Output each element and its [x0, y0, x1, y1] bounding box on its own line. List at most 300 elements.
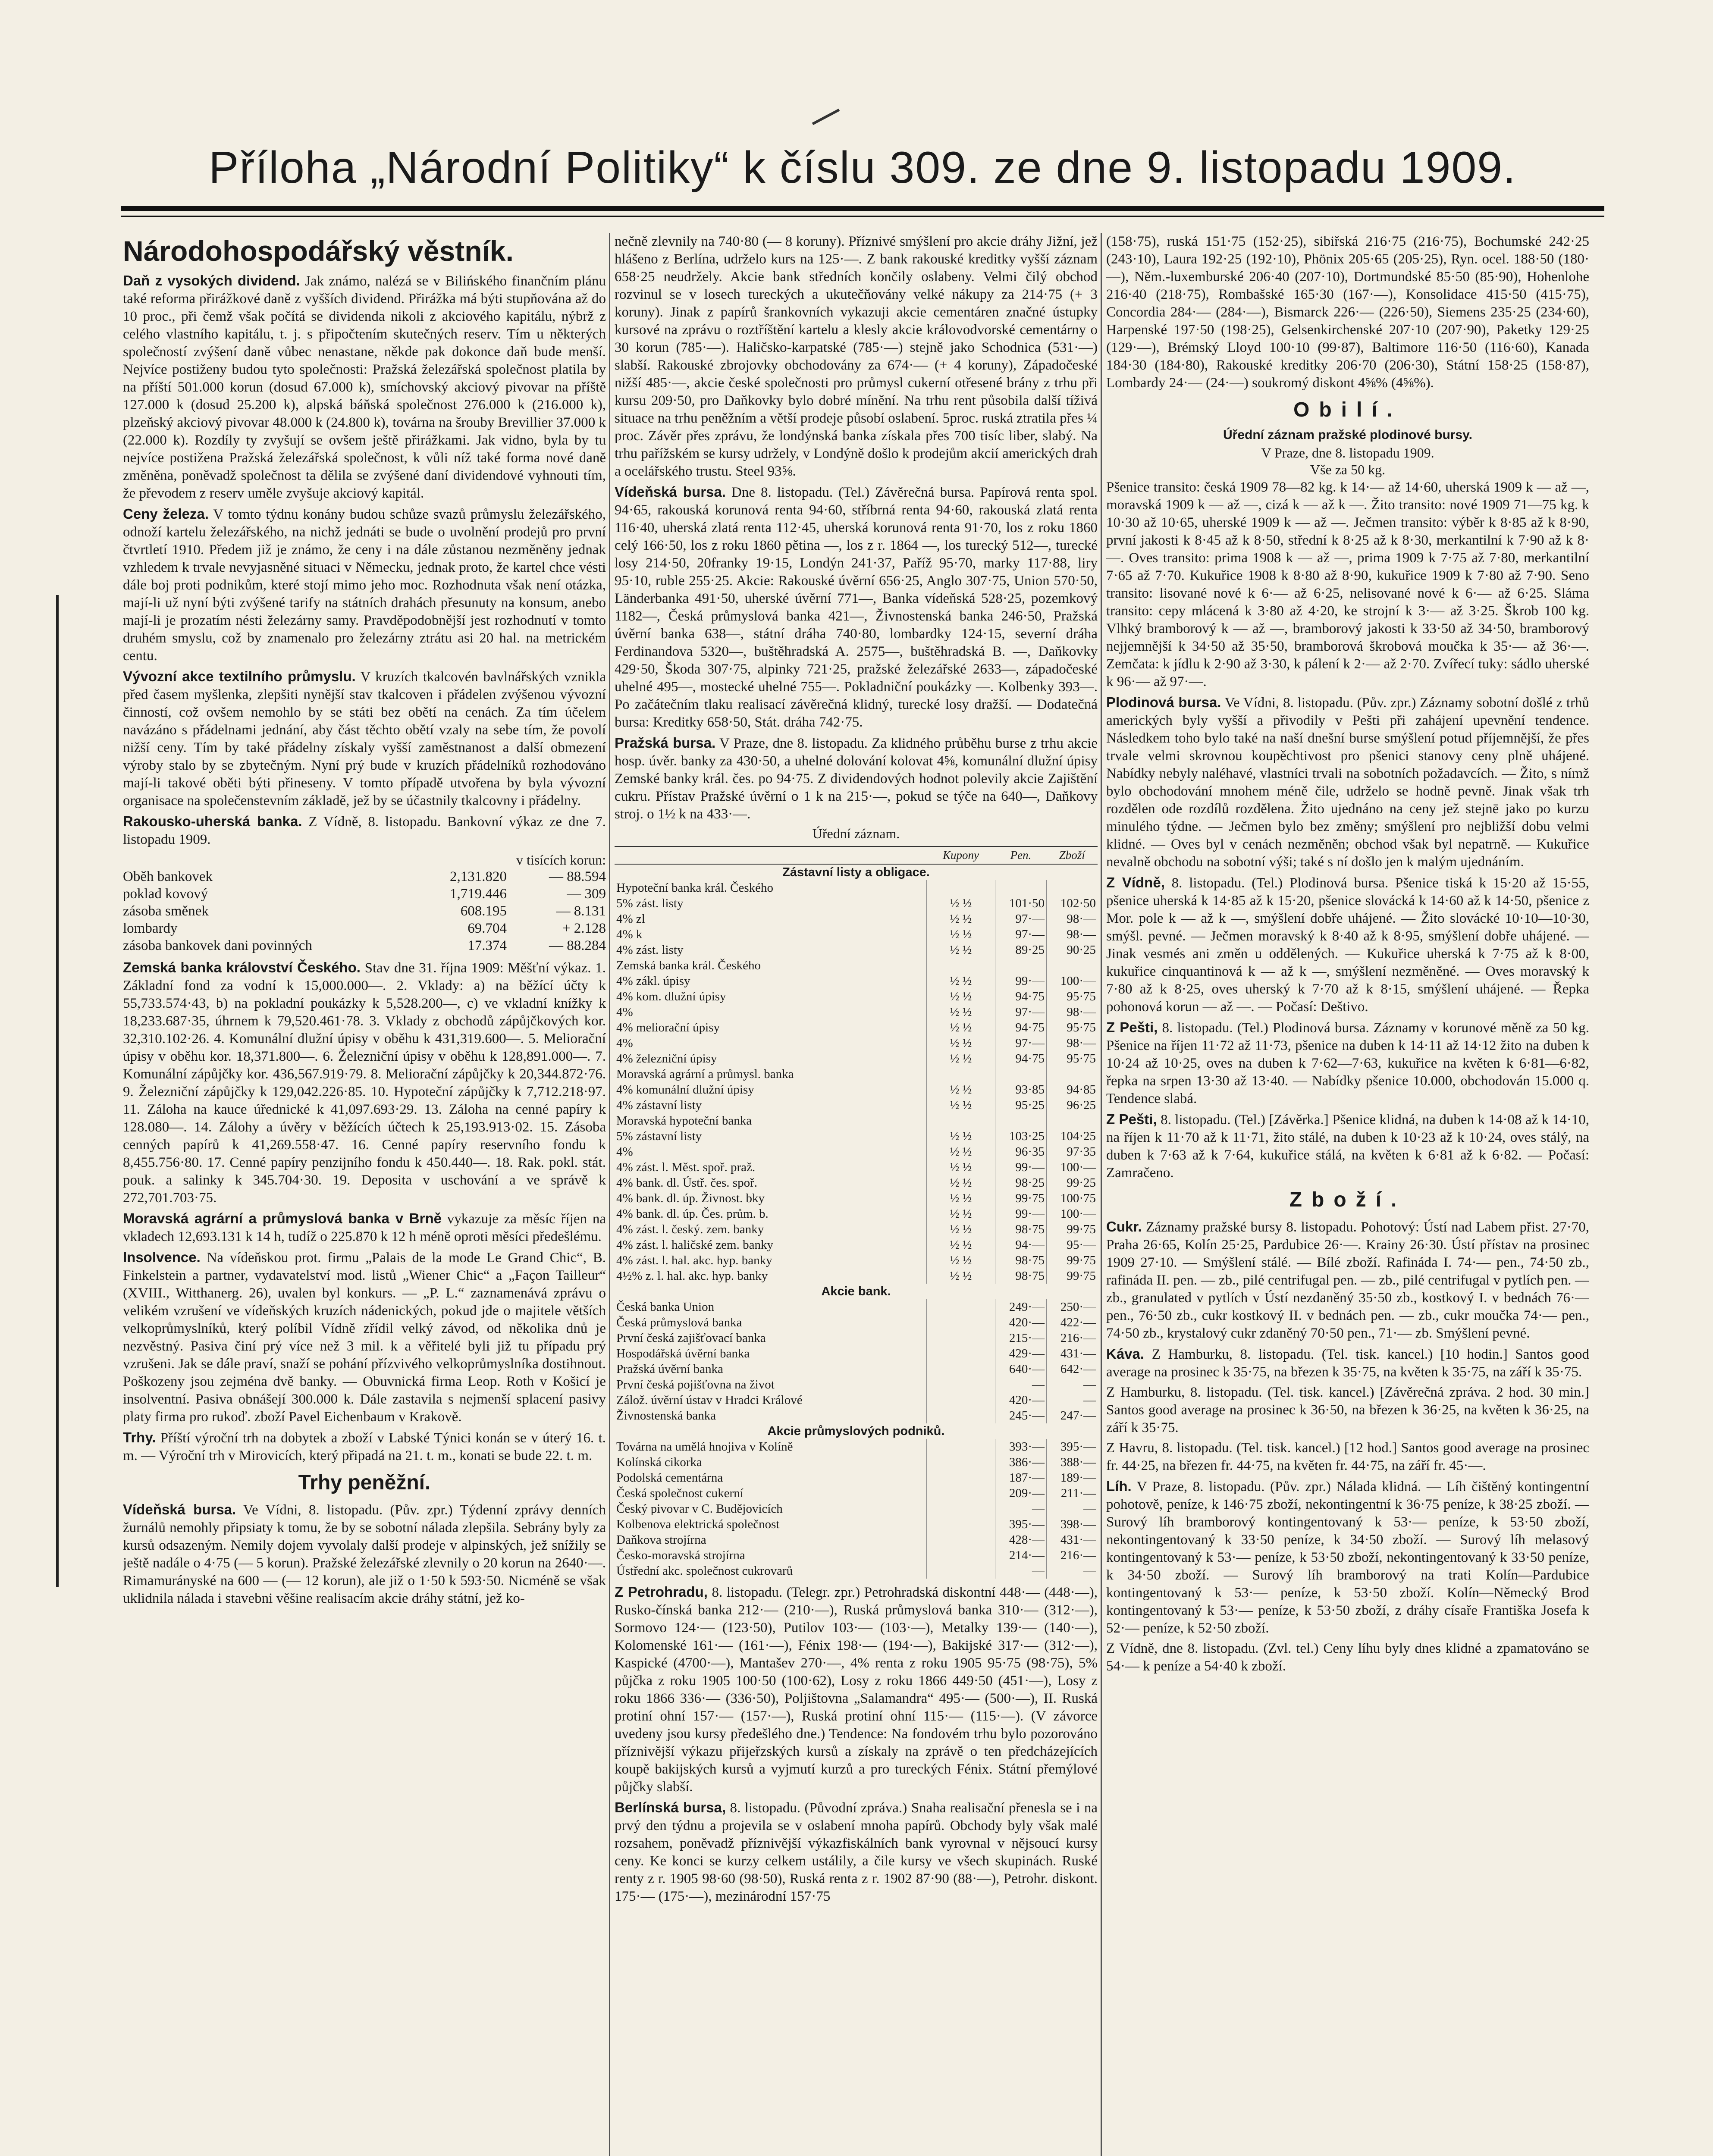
table-row — [615, 973, 1098, 989]
article-text: Z Vídně, dne 8. listopadu. (Zvl. tel.) Ceny líhu byly dnes klidné a zpamatováno se 54·— k peníze a 54·40 k zboží. — [1106, 1641, 1589, 1674]
table-cell-name: 4½% z. l. hal. akc. hyp. banky — [615, 1268, 927, 1284]
corner-mark — [812, 109, 840, 125]
article — [1106, 1384, 1589, 1437]
table-row — [615, 1517, 1098, 1532]
article — [1106, 1218, 1589, 1342]
table-cell-name: 4% — [615, 1035, 927, 1051]
ledger-value: 2,131.820 — [450, 869, 507, 884]
table-cell-name: 4% kom. dlužní úpisy — [615, 989, 927, 1004]
table-cell-name: Česká společnost cukerní — [615, 1485, 927, 1501]
article — [1106, 233, 1589, 392]
article-text: V kruzích tkalcovén bavlnářských vznikla před časem myšlenka, zlepšiti nynější stav tkalcoven i přádelen zvýšenou vývozní činností, což ovšem nemohlo by se státi bez obětí na cenách. Za tím účelem navázáno s přádelnami jednání, aby část těchto obětí vzaly na sebe tím, že povolí nižší ceny. Tím by také přádelny získaly vyšší zaměstnanost a další obmezení výroby stalo by se zbytečným. Nyní prý bude v kruzích přádelníků rozhodováno mají-li takové oběti býti přineseny. V tomto případě utvořena by byla vývozní organisace na společenstevním základě, jež by se účastnily tkalcovny i přádelny. — [123, 669, 606, 808]
table-cell-pen: 640·— — [995, 1361, 1047, 1377]
subheading: Úřední záznam pražské plodinové bursy. — [1223, 428, 1472, 442]
table-header: Zboží — [1047, 846, 1098, 864]
article-text: 8. listopadu. (Tel.) Plodinová bursa. Pšenice tiská k 15·20 až 15·55, pšenice uherská k 14·85 až k 15·20, pšenice slovácká k 14·60 až k 14·50, pšenice z Mor. pole k — až k —, smýšlení dobře uhájené. — Žito slovácké 10·10—10·30, smýšl. pevné. — Ječmen moravský k 8·40 až k 8·95, smýšlení dobře uhájené. — Jinak vesmés ani změn u oddělených. — Kukuřice uherská k 7·75 až k 8·00, kukuřice cinquantinová k — až k —, smýšlení nezměněné. — Oves moravský k 7·80 až k 8·25, oves uherský k 7·70 až k 8·15, smýšlení uhájené. — Řepka pohonová korun — až —. — Počasí: Deštivo. — [1106, 875, 1589, 1015]
table-cell-name: 4% železniční úpisy — [615, 1051, 927, 1066]
table-header — [615, 846, 927, 864]
table-cell-name: 4% zástavní listy — [615, 1097, 927, 1113]
table-cell-pen: 187·— — [995, 1470, 1047, 1485]
article-text: V tomto týdnu konány budou schůze svazů průmyslu železářského, odnoží kartelu železářského, na nichž jednáti se bude o uvolnění prodejů pro první čtvrtletí 1910. Předem již je známo, že ceny i na dále zůstanou nezměněny jednak vzhledem k trvale nevyjasněné situaci v Německu, jednak proto, že kartel chce vésti dále boj proti podnikům, které stojí mimo jeho moc. Rozhodnuta však není otázka, mají-li už nyní býti zvýšené tarify na státních drahách přesunuty na konsum, anebo mají-li je prozatím nésti železárny samy. Pravděpodobnější jest rozhodnutí v tomto druhém smyslu, což by znamenalo pro železárny ztrátu asi 20 hal. na metrickém centu. — [123, 507, 606, 664]
article — [123, 1248, 606, 1426]
table-cell-pen: 245·— — [995, 1408, 1047, 1423]
table-cell-cpn: ½ ½ — [927, 973, 995, 989]
article-text: Ve Vídni, 8. listopadu. (Pův. zpr.) Záznamy sobotní došlé z trhů amerických byly vyšší a přivodily v Pešti při zahájení upevnění tendence. Následkem toho bylo také na naší dnešní burse smýšlení potud příjemnější, že přes trvale velmi skrovnou koupěchtivost pro pšenici stanovy ceny plně uhájené. Nabídky nebyly naléhavé, vlastníci trvali na sobotních požadavcích. — Žito, s nímž bylo obchodování mnohem méně čile, udrželo se hodně pevně. Jinak však trh rozdělen ode rozdílů rozdělena. Žito ujednáno na ceny jež stejnē jako po kurzu minulého týdne. — Ječmen bylo bez změny; smýšlení pro nejbližší dobu velmi klidné. — Oves byl v cenách nezměněn; obchod však byl nepatrně. — Kukuřice nevalně obchodu na sobotní výši; také s ní došlo jen k malým ujednáním. — [1106, 695, 1589, 870]
header-rule-thick — [121, 206, 1604, 211]
table-cell-cpn — [927, 1485, 995, 1501]
table-cell-cpn: ½ ½ — [927, 1206, 995, 1222]
article-head: Káva. — [1106, 1346, 1145, 1362]
table-cell-zb: — — [1083, 1378, 1096, 1391]
table-row — [615, 1361, 1098, 1377]
table-cell-cpn — [927, 1066, 995, 1082]
ledger-value: 1,719.446 — [450, 886, 507, 902]
table-cell-pen: — — [995, 1501, 1047, 1517]
table-group-row — [615, 864, 1098, 880]
table-cell-cpn: ½ ½ — [927, 1128, 995, 1144]
table-cell-pen — [995, 1066, 1047, 1082]
table-row — [615, 1097, 1098, 1113]
article — [123, 1501, 606, 1608]
article-head: Vývozní akce textilního průmyslu. — [123, 668, 356, 684]
table-cell-pen: 215·— — [995, 1330, 1047, 1346]
article — [1106, 1110, 1589, 1182]
article — [1106, 1439, 1589, 1475]
table-row — [615, 1175, 1098, 1191]
table-cell-cpn — [927, 1346, 995, 1361]
table-cell-cpn: ½ ½ — [927, 1035, 995, 1051]
table-row — [615, 1268, 1098, 1284]
table-cell-pen: 94·75 — [995, 989, 1047, 1004]
table-cell-name: 5% zást. listy — [615, 896, 927, 911]
table-cell-cpn — [927, 1454, 995, 1470]
article-text: 8. listopadu. (Tel.) [Závěrka.] Pšenice klidná, na duben k 14·08 až k 14·10, na říjen k 11·70 až k 11·71, žito stálé, na duben k 10·23 až k 10·24, oves stálý, na duben k 7·63 až k 7·64, kukuřice stálá, na květen k 6·81 až k 6·82. — Počasí: Zamračeno. — [1106, 1112, 1589, 1181]
table-cell-cpn — [927, 1517, 995, 1532]
table-cell-pen: 89·25 — [995, 942, 1047, 958]
article-text: V Praze, dne 8. listopadu. Za klidného průběhu burse z trhu akcie hosp. úvěr. banky za 430·50, a uhelné dolování kolovat 4⅝, komunální dlužní úpisy Zemské banky král. čes. po 94·75. Z dividendových hodnot polevily akcie Zajištění cukru. Přístav Pražské úvěrní o 1 k na 215·—, pokud se týče na 640—, Daňkovy stroj. o 1½ k na 433·—. — [615, 736, 1098, 822]
ledger-value: 69.704 — [467, 921, 507, 936]
table-row — [615, 1222, 1098, 1237]
table-cell-zb: 100·— — [1060, 974, 1096, 988]
article — [615, 233, 1098, 480]
article-head: Rakousko-uherská banka. — [123, 813, 302, 829]
binding-edge — [56, 595, 59, 1587]
table-cell-name: 4% zást. l. český. zem. banky — [615, 1222, 927, 1237]
article-text: 8. listopadu. (Tel.) Plodinová bursa. Záznamy v korunové měně za 50 kg. Pšenice na říjen 11·72 až 11·73, pšenice na duben k 14·11 až 14·12 žito na duben k 10·24 až 10·25, oves na duben k 7·62—7·63, kukuřice na květen k 6·81—6·82, řepka na srpen 13·30 až 13·40. — Nabídky pšenice 10.000, obchodován 15.000 q. Tendence slabá. — [1106, 1020, 1589, 1106]
table-cell-name: 4% — [615, 1144, 927, 1159]
table-cell-cpn — [927, 1548, 995, 1563]
article — [1106, 1640, 1589, 1675]
table-cell-zb: 100·— — [1060, 1160, 1096, 1174]
table-cell-cpn: ½ ½ — [927, 1253, 995, 1268]
article — [615, 734, 1098, 823]
table-cell-pen: 429·— — [995, 1346, 1047, 1361]
article-head: Vídeňská bursa. — [615, 484, 726, 500]
table-row — [615, 1408, 1098, 1423]
table-cell-pen: 98·75 — [995, 1253, 1047, 1268]
table-row — [615, 880, 1098, 896]
ledger-delta: — 309 — [567, 886, 606, 902]
table-cell-cpn: ½ ½ — [927, 1222, 995, 1237]
table-header: Kupony — [927, 846, 995, 864]
table-row — [615, 1330, 1098, 1346]
ledger-row — [123, 920, 606, 937]
ledger-label: zásoba směnek — [123, 903, 209, 919]
table-cell-cpn: ½ ½ — [927, 1268, 995, 1284]
article — [123, 505, 606, 665]
table-cell-zb: 100·— — [1060, 1207, 1096, 1221]
table-cell-cpn: ½ ½ — [927, 1082, 995, 1097]
article — [1106, 1477, 1589, 1637]
ledger-row — [123, 868, 606, 885]
table-cell-name: 4% meliorační úpisy — [615, 1020, 927, 1035]
page-header: Příloha „Národní Politiky“ k číslu 309. ze dne 9. listopadu 1909. — [208, 143, 1517, 193]
table-cell-cpn — [927, 1315, 995, 1330]
article-text: Jak známo, nalézá se v Bilińského finančním plánu také reforma přirážkové daně z vyšších dividend. Přirážka má býti stupňována až do 10 proc., při čemž však počítá se dividenda nikoli z akciového kapitálu, nýbrž z celého vlastního kapitálu, t. j. s připočtením skutečných reserv. Tím u některých společností zvýšení daně vůbec nenastane, někde pak dokonce daň bude menší. Nejvíce postiženy budou tyto společnosti: Pražská železářská společnost platila by na příští 501.000 korun (dosud 67.000 k), smíchovský akciový pivovar na příště 127.000 k (dosud 25.200 k), alpská báňská společnost 276.000 k (216.000 k), plzeňský akciový pivovar 48.000 k (24.800 k), továrna na šrouby Brevillier 37.000 k (22.000 k). Rozdíly ty zvyšují se ovšem ještě přirážkami. Jak vidno, byla by tu nejvíce postižena Pražská železářská společnost, k vůli níž také forma nové daně změněna, poněvadž společnost ta dělila se zvýšené daní dividendové vyhnouti tím, že převodem z reserv uměle zvyšuje akciový kapitál. — [123, 273, 606, 501]
table-row — [615, 1004, 1098, 1020]
table-cell-zb: 431·— — [1060, 1533, 1096, 1547]
table-cell-cpn — [927, 958, 995, 973]
column-divider — [609, 233, 610, 2156]
ledger-row — [123, 937, 606, 954]
table-cell-pen: 101·50 — [995, 896, 1047, 911]
table-cell-name: Hospodářská úvěrní banka — [615, 1346, 927, 1361]
ledger-delta: + 2.128 — [562, 921, 606, 936]
table-cell-zb: 431·— — [1060, 1347, 1096, 1360]
table-row — [615, 1548, 1098, 1563]
table-cell-pen: 393·— — [995, 1439, 1047, 1454]
table-cell-name: 4% — [615, 1004, 927, 1020]
table-cell-pen: 428·— — [995, 1532, 1047, 1548]
official-record-label: Úřední záznam. — [812, 826, 900, 841]
table-cell-zb — [1047, 880, 1098, 896]
article-head: Berlínská bursa, — [615, 1799, 726, 1815]
article-text: Pšenice transito: česká 1909 78—82 kg. k 14·— až 14·60, uherská 1909 k — až —, moravská 1909 k — až —, cizá k — až k —. Žito transito: nové 1909 71—75 kg. k 10·30 až 10·65, uherské 1909 k — až —. Ječmen transito: výběr k 8·85 až k 8·90, první jakosti k 8·45 až k 8·50, střední k 8·25 až k 8·30, merkantilní k 7·90 až k 8·—. Oves transito: prima 1908 k — až —, prima 1909 k 7·75 až 7·80, merkantilní 7·65 až 7·70. Kukuřice 1908 k 8·80 až 8·90, kukuřice 1909 k 7·80 až 7·90. Seno transito: lisované nové k 6·— až 6·25, nelisované nové k 6·— až 6·25. Sláma transito: cepy mlácená k 3·80 až 4·20, ke strojní k 3·— až 3·25. Škrob 100 kg. Vlhký bramborový k — až —, bramborový jakosti k 33·50 až 34·50, bramborový nejjemnější k 34·50 až 35·50, bramborová škrobová moučka k 35·— až 36·—. Zemčata: k jídlu k 2·90 až 3·30, k pálení k 2·— až 2·70. Zvířecí tuky: sádlo uherské k 96·— až 97·—. — [1106, 479, 1589, 689]
table-cell-zb: 96·25 — [1067, 1098, 1096, 1112]
column-2 — [615, 233, 1098, 2156]
table-cell-zb: 104·25 — [1060, 1129, 1096, 1143]
table-cell-zb — [1047, 1066, 1098, 1082]
article-head: Moravská agrární a průmyslová banka v Brně — [123, 1210, 442, 1226]
table-cell-pen: 103·25 — [995, 1128, 1047, 1144]
table-row — [615, 989, 1098, 1004]
ledger-row — [123, 903, 606, 920]
article-head: Vídeňská bursa. — [123, 1501, 236, 1517]
article-text: Příští výroční trh na dobytek a zboží v Labské Týnici konán se v úterý 16. t. m. — Výroční trh v Mirovicích, který připadá na 21. t. m., konati se bude 22. t. m. — [123, 1430, 606, 1463]
table-cell-cpn — [927, 1299, 995, 1315]
table-row — [615, 1082, 1098, 1097]
article-text: Z Havru, 8. listopadu. (Tel. tisk. kancel.) [12 hod.] Santos good average na prosinec fr. 44·25, na březen fr. 44·75, na květen fr. 44·75, na září fr. 45·—. — [1106, 1440, 1589, 1473]
table-cell-zb: 94·85 — [1067, 1083, 1096, 1097]
table-cell-zb: 98·— — [1067, 912, 1096, 926]
article-text: Z Vídně, 8. listopadu. Bankovní výkaz ze dne 7. listopadu 1909. — [123, 814, 606, 847]
table-group-row — [615, 1284, 1098, 1299]
article-text: 8. listopadu. (Telegr. zpr.) Petrohradská diskontní 448·— (448·—), Rusko-čínská banka 212·— (210·—), Ruská průmyslová banka 310·— (312·—), Sormovo 124·— (123·50), Putilov 103·— (103·—), Metalky 139·— (140·—), Kolomenské 161·— (161·—), Fénix 198·— (194·—), Bakijské 317·— (312·—), Kaspické (4700·—), Mantašev 270·—, 4% renta z roku 1905 95·75 (98·75), 5% půjčka z roku 1905 100·50 (100·62), Losy z roku 1866 449·50 (451·—), Losy z roku 1866 336·— (336·50), Poljištovna „Salamandra“ 495·— (500·—), II. Ruská protiní ohní 157·— (157·—), Ruská protiní ohní 115·— (115·—). (V závorce uvedeny jsou kursy předešlého dne.) Tendence: Na fondovém trhu bylo pozorováno příznivější výkazu přijeřzských kursů a získaly na zprávě o ten předcházejících koupě bakijských kursů a vyjmutí kurzů a pro tureckých Fénix. Státní přemýlové půjčky slabší. — [615, 1585, 1098, 1795]
table-cell-cpn: ½ ½ — [927, 1097, 995, 1113]
table-row — [615, 1191, 1098, 1206]
table-cell-name: Živnostenská banka — [615, 1408, 927, 1423]
table-cell-cpn: ½ ½ — [927, 1004, 995, 1020]
table-row — [615, 1206, 1098, 1222]
article — [123, 667, 606, 810]
table-cell-cpn: ½ ½ — [927, 896, 995, 911]
table-cell-cpn: ½ ½ — [927, 989, 995, 1004]
table-cell-cpn — [927, 1563, 995, 1579]
column-1 — [123, 233, 606, 2156]
article-head: Z Pešti, — [1106, 1111, 1157, 1127]
table-cell-name: 4% bank. dl. Ústř. čes. spoř. — [615, 1175, 927, 1191]
table-cell-cpn — [927, 880, 995, 896]
table-cell-name: Zemská banka král. Českého — [615, 958, 927, 973]
table-cell-pen: 97·— — [995, 1035, 1047, 1051]
table-cell-zb: 95·— — [1067, 1238, 1096, 1252]
article — [123, 812, 606, 849]
table-cell-name: 4% bank. dl. úp. Čes. prům. b. — [615, 1206, 927, 1222]
table-cell-pen: 99·— — [995, 973, 1047, 989]
table-cell-pen: 99·75 — [995, 1191, 1047, 1206]
article-text: 8. listopadu. (Původní zpráva.) Snaha realisační přenesla se i na prvý den týdnu a projevila se v oslabení mnoha papírů. Obchody byly však malé rozsahem, poněvadž příznivější výkazfiskálních bank vyrovnal v nějsoucí kursy ceny. Ke konci se kurzy celkem ustálily, a čile kursy ve všech skupinách. Ruské renty z r. 1905 98·60 (98·50), Ruská renta z r. 1902 87·90 (88·—), Petrohr. diskont. 175·— (175·—), mezinárodní 157·75 — [615, 1800, 1098, 1904]
table-cell-pen: 209·— — [995, 1485, 1047, 1501]
section-heading: Obilí. — [1293, 398, 1402, 421]
table-cell-zb: — — [1083, 1564, 1096, 1578]
table-cell-pen: 94·— — [995, 1237, 1047, 1253]
table-cell-zb: 642·— — [1060, 1362, 1096, 1376]
article-head: Plodinová bursa. — [1106, 694, 1221, 710]
column-divider — [1101, 233, 1102, 2156]
table-cell-name: Český pivovar v C. Budějovicích — [615, 1501, 927, 1517]
table-cell-cpn: ½ ½ — [927, 927, 995, 942]
table-cell-name: 4% zl — [615, 911, 927, 927]
table-cell-zb: 95·75 — [1067, 1052, 1096, 1065]
table-cell-name: Pražská úvěrní banka — [615, 1361, 927, 1377]
table-row — [615, 1113, 1098, 1128]
article-text: Stav dne 31. října 1909: Měšťní výkaz. 1. Základní fond za vodní k 15,000.000—. 2. Vklady: a) na běžící účty k 55,733.574·43, b) na pokladní poukázky k 5,528.200—, c) ve vkladní knížky k 18,233.687·35, úhrnem k 79,520.461·78. 3. Vklady z obchodů zápůjčkových kor. 32,310.102·26. 4. Komunální dlužní úpisy v oběhu k 431,319.600—. 5. Meliorační úpisy v oběhu kor. 18,371.800—. 6. Železniční úpisy v oběhu k 128,891.000—. 7. Komunální zápůjčky kor. 436,567.919·79. 8. Meliorační zápůjčky k 20,344.872·76. 9. Železniční zápůjčky k 129,042.226·85. 10. Hypoteční zápůjčky k 7,712.218·97. 11. Záloha na kauce úřednické k 41,097.693·29. 13. Záloha na cenné papíry k 128.080—. 14. Zálohy a úvěry v běžících účtech k 25,193.913·02. 15. Zásoba cenných papírů k 41,269.558·47. 16. Cenné papíry reservního fondu k 8,455.756·80. 17. Cenné papíry penzijního fondu k 450.440—. 18. Rak. pokl. stát. pouk. a salinky k 345.704·30. 19. Deposita v uschování a ve správě k 272,701.703·75. — [123, 960, 606, 1206]
table-cell-zb: 98·— — [1067, 1005, 1096, 1019]
table-row — [615, 1237, 1098, 1253]
table-cell-name: 4% zást. l. hal. akc. hyp. banky — [615, 1253, 927, 1268]
table-cell-zb: 97·35 — [1067, 1145, 1096, 1159]
table-cell-pen: 99·— — [995, 1206, 1047, 1222]
table-group-title: Akcie průmyslových podniků. — [767, 1424, 945, 1438]
article-head: Z Pešti, — [1106, 1019, 1158, 1035]
table-cell-name: Kolínská cikorka — [615, 1454, 927, 1470]
table-cell-cpn — [927, 1330, 995, 1346]
table-cell-name: 4% zást. l. haličské zem. banky — [615, 1237, 927, 1253]
table-row — [615, 1439, 1098, 1454]
table-cell-pen: 99·— — [995, 1159, 1047, 1175]
table-cell-zb: 211·— — [1060, 1486, 1096, 1500]
table-cell-name: První česká zajišťovací banka — [615, 1330, 927, 1346]
table-row — [615, 1454, 1098, 1470]
table-cell-zb: 99·25 — [1067, 1176, 1096, 1190]
table-cell-pen — [995, 1113, 1047, 1128]
table-cell-zb — [1047, 1113, 1098, 1128]
table-cell-zb: 99·75 — [1067, 1222, 1096, 1236]
bank-statement — [123, 852, 606, 954]
table-cell-cpn: ½ ½ — [927, 1051, 995, 1066]
article — [123, 959, 606, 1207]
table-row — [615, 958, 1098, 973]
ledger-value: 608.195 — [460, 903, 507, 919]
table-row — [615, 1066, 1098, 1082]
table-cell-pen: 420·— — [995, 1315, 1047, 1330]
table-cell-cpn — [927, 1377, 995, 1392]
table-cell-cpn: ½ ½ — [927, 1191, 995, 1206]
table-cell-name: Daňkova strojírna — [615, 1532, 927, 1548]
article — [1106, 1018, 1589, 1108]
table-cell-name: Podolská cementárna — [615, 1470, 927, 1485]
ledger-label: poklad kovový — [123, 886, 208, 902]
table-row — [615, 942, 1098, 958]
article-text: nečně zlevnily na 740·80 (— 8 koruny). Příznivé smýšlení pro akcie dráhy Jižní, jež hlášeno z Berlína, udrželo kurs na 125·—. Z bank rakouské kreditky vyšší záznam 658·25 neudržely. Akcie bank středních končily oslabeny. Velmi čilý obchod rozvinul se v losech tureckých a ukutečňovány velké nákupy za 214·75 (+ 3 koruny). Jinak z papírů šrankovních vykazuji akcie cementáren značné ústupky kursové na zprávu o roztříštění kartelu a klesly akcie královodvorské cementárny o 30 korun (785·—). Haličsko-karpatské (785·—) stejně jako Schodnica (531·—) slabší. Rakouské zbrojovky obchodovány za 674·— (+ 4 koruny), Západočeské nižší 485·—, akcie české společnosti pro průmysl cukerní otřesené brány z trhu při kursu 209·50, pro Daňkovky bylo dobré mínění. Na trhu rent působila další tíživá situace na trhu peněžním a větší prodeje působí oslabení. 5proc. ruská ztratila přes ¼ proc. Závěr přes zprávu, že londýnská banka získala přes 700 tisíc liber, slabý. Na trhu pařížském se kursy udržely, v Londýně došlo k prodejům akcií amerických drah a ocelářského trustu. Steel 93⅝. — [615, 234, 1098, 479]
ledger-delta: — 8.131 — [556, 903, 606, 919]
table-cell-pen: 94·75 — [995, 1051, 1047, 1066]
table-group-title: Zástavní listy a obligace. — [782, 865, 930, 879]
table-row — [615, 1563, 1098, 1579]
table-row — [615, 1128, 1098, 1144]
article — [1106, 874, 1589, 1016]
table-cell-zb: — — [1083, 1502, 1096, 1516]
article-head: Z Petrohradu, — [615, 1584, 708, 1600]
table-row — [615, 1020, 1098, 1035]
table-cell-cpn — [927, 1532, 995, 1548]
column-3 — [1106, 233, 1589, 2156]
article-text: Na vídeňskou prot. firmu „Palais de la mode Le Grand Chic“, B. Finkelstein a partner, vydavatelství mod. listů „Wiener Chic“ a „Façon Tailleur“ (XVIII., Witthanerg. 26), uvalen byl konkurs. — „P. L.“ zaznamenává zprávu o velikém vzrušení ve vídeňských kruzích nádenických, pokud jde o majitele větších velkoprůmyslníků, který políbil Vídně zřídil velký závod, od několika dnů je nezvěstný. Pasiva činí prý více než 3 mil. k a věřitelé byli již tu případu prý vzrušeni. Jak se dále praví, snaží se pohání přízvivého velkoprůmyslníka dostihnout. Poškozeny jsou zejména dvě banky. — Obuvnická firma Leop. Roth v Košicí je insolventní. Pasiva obnášejí 300.000 k. Dále zastavila s nejmenší splacení pasivy platy firma pro rukoď. zboží Pavel Eichenbaum v Krakově. — [123, 1250, 606, 1425]
table-cell-zb: 216·— — [1060, 1331, 1096, 1345]
article-head: Trhy. — [123, 1429, 156, 1445]
table-row — [615, 1470, 1098, 1485]
table-cell-name: Česká banka Union — [615, 1299, 927, 1315]
table-cell-pen: 214·— — [995, 1548, 1047, 1563]
article-text: Dne 8. listopadu. (Tel.) Závěrečná bursa. Papírová renta spol. 94·65, rakouská korunová renta 94·60, stříbrná renta 94·60, rakouská zlatá renta 116·40, uherská zlatá renta 112·45, uherská korunová renta 91·70, los z roku 1860 celý 166·50, los z roku 1860 pětina —, los z r. 1864 —, los turecký 512—, turecké losy 214·50, 20franky 19·15, Londýn 241·37, Paříž 95·70, marky 117·88, liry 95·10, ruble 255·25. Akcie: Rakouské úvěrní 656·25, Anglo 307·75, Union 570·50, Länderbanka 491·50, uherské úvěrní 771—, Banka vídeňská 528·25, pozemkový 1182—, Česká průmyslová banka 421—, Živnostenská banka 246·50, Pražská úvěrní banka 638—, státní dráha 740·80, lombardky 124·15, severní dráha Ferdinandova 5320—, buštěhradská A. 2575—, buštěhradská B. —, Daňkovky 429·50, Škoda 307·75, alpinky 721·25, pražské železářské 2633—, západočeské uhelné 495—, mostecké uhelné 755—. Pokladniční poukázky —. Kolbenky 393—. Po začátečním tlaku realisací závěrečná klidný, turecké losy dražší. — Dodatečná bursa: Kreditky 658·50, Stát. dráha 742·75. — [615, 485, 1098, 730]
table-cell-name: 5% zástavní listy — [615, 1128, 927, 1144]
ledger-label: lombardy — [123, 921, 178, 936]
table-cell-zb: 395·— — [1060, 1440, 1096, 1454]
table-cell-name: 4% bank. dl. úp. Živnost. bky — [615, 1191, 927, 1206]
dateline: V Praze, dne 8. listopadu 1909. — [1261, 445, 1434, 461]
table-cell-cpn — [927, 1113, 995, 1128]
table-cell-cpn — [927, 1361, 995, 1377]
table-cell-cpn: ½ ½ — [927, 1020, 995, 1035]
article-head: Líh. — [1106, 1478, 1132, 1494]
article — [1106, 693, 1589, 871]
table-cell-zb: 216·— — [1060, 1548, 1096, 1562]
table-cell-zb: 247·— — [1060, 1409, 1096, 1423]
article-head: Insolvence. — [123, 1249, 201, 1265]
table-cell-zb — [1047, 958, 1098, 973]
article — [615, 483, 1098, 731]
table-cell-name: Moravská hypoteční banka — [615, 1113, 927, 1128]
article-head: Pražská bursa. — [615, 735, 716, 751]
section-heading: Zboží. — [1289, 1188, 1406, 1211]
table-row — [615, 1051, 1098, 1066]
table-cell-zb: 189·— — [1060, 1471, 1096, 1485]
table-cell-zb: 95·75 — [1067, 1021, 1096, 1034]
table-cell-zb: 102·50 — [1060, 896, 1096, 910]
table-header: Pen. — [995, 846, 1047, 864]
table-cell-pen: 420·— — [995, 1392, 1047, 1408]
table-row — [615, 1144, 1098, 1159]
table-cell-zb: 250·— — [1060, 1300, 1096, 1314]
article-text: Z Hamburku, 8. listopadu. (Tel. tisk. kancel.) [Závěrečná zpráva. 2 hod. 30 min.] Santos good average na prosinec k 36·50, na březen k 36·25, na květen k 36·25, na září k 35·75. — [1106, 1385, 1589, 1435]
table-cell-pen: 93·85 — [995, 1082, 1047, 1097]
article-head: Z Vídně, — [1106, 874, 1165, 890]
section-title: Národohospodářský věstník. — [123, 235, 514, 267]
table-row — [615, 896, 1098, 911]
article-text: (158·75), ruská 151·75 (152·25), sibiřská 216·75 (216·75), Bochumské 242·25 (243·10), Laura 192·25 (192·10), Phönix 205·65 (205·25), Ryn. ocel. 188·50 (180·—), Něm.-luxemburské 206·40 (207·10), Dortmundské 85·50 (85·90), Hohenlohe 216·40 (218·75), Rombašské 165·30 (167·—), Konsolidace 415·50 (415·75), Concordia 284·— (284·—), Bismarck 226·— (226·50), Siemens 235·25 (234·60), Harpenské 197·50 (198·25), Gelsenkirchenské 207·10 (207·90), Paketky 129·25 (129·—), Brémský Lloyd 100·10 (99·87), Baltimore 116·50 (116·60), Kanada 184·30 (184·80), Rakouské kreditky 206·70 (206·30), Státní 158·25 (158·87), Lombardy 24·— (24·—) soukromý diskont 4⅝% (4⅝%). — [1106, 234, 1589, 391]
table-cell-name: Kolbenova elektrická společnost — [615, 1517, 927, 1532]
article — [615, 1583, 1098, 1796]
table-cell-name: 4% komunální dlužní úpisy — [615, 1082, 927, 1097]
table-cell-zb: 398·— — [1060, 1517, 1096, 1531]
table-group-row — [615, 1423, 1098, 1439]
ledger-delta: — 88.594 — [549, 869, 606, 884]
table-cell-cpn — [927, 1392, 995, 1408]
table-cell-zb: 90·25 — [1067, 943, 1096, 957]
article — [1106, 479, 1589, 691]
table-row — [615, 1315, 1098, 1330]
table-row — [615, 1532, 1098, 1548]
table-cell-pen: — — [995, 1377, 1047, 1392]
table-row — [615, 1392, 1098, 1408]
table-cell-zb: 99·75 — [1067, 1269, 1096, 1283]
section-heading: Trhy peněžní. — [298, 1471, 431, 1494]
ledger-label: zásoba bankovek dani povinných — [123, 938, 312, 953]
ledger-label: Oběh bankovek — [123, 869, 213, 884]
table-row — [615, 1299, 1098, 1315]
table-cell-cpn: ½ ½ — [927, 1175, 995, 1191]
table-row — [615, 1377, 1098, 1392]
table-cell-pen: 94·75 — [995, 1020, 1047, 1035]
table-cell-zb: — — [1083, 1393, 1096, 1407]
table-cell-pen: 95·25 — [995, 1097, 1047, 1113]
table-cell-zb: 100·75 — [1060, 1191, 1096, 1205]
article — [1106, 1345, 1589, 1381]
ledger-value: 17.374 — [467, 938, 507, 953]
table-cell-pen: 98·75 — [995, 1268, 1047, 1284]
table-cell-pen: 97·— — [995, 911, 1047, 927]
table-cell-pen: 98·75 — [995, 1222, 1047, 1237]
table-cell-pen — [995, 958, 1047, 973]
article-head: Zemská banka království Českého. — [123, 959, 361, 975]
ledger-row — [123, 885, 606, 903]
article-text: V Praze, 8. listopadu. (Pův. zpr.) Nálada klidná. — Líh čištěný kontingentní pohotově, peníze, k 146·75 zboží, nekontingentní k 36·75 peníze, k 38·25 zboží. — Surový líh bramborový kontingentovaný k 53·— peníze, k 53·50 zboží, nekontingentovaný k 33·50 peníze, k 34·50 zboží. — Surový líh melasový kontingentovaný k 53·— peníze, k 53·50 zboží, nekontingentovaný k 33·50 peníze, k 34·50 zboží. — Surový líh bramborový na trati Kolín—Pardubice kontingentovaný k 53·— peníze, k 53·50 zboží. Kolín—Německý Brod kontingentovaný k 53·— peníze, k 53·50 zboží, z dráhy císaře Františka Josefa k 52·— peníze, k 52·50 zboží. — [1106, 1479, 1589, 1636]
table-cell-cpn — [927, 1470, 995, 1485]
table-cell-name: Česká průmyslová banka — [615, 1315, 927, 1330]
table-cell-pen: 97·— — [995, 1004, 1047, 1020]
table-cell-cpn: ½ ½ — [927, 911, 995, 927]
table-cell-cpn: ½ ½ — [927, 1144, 995, 1159]
table-cell-pen: 386·— — [995, 1454, 1047, 1470]
table-cell-cpn: ½ ½ — [927, 942, 995, 958]
table-cell-zb: 99·75 — [1067, 1253, 1096, 1267]
table-cell-zb: 422·— — [1060, 1316, 1096, 1329]
article-head: Daň z vysokých dividend. — [123, 273, 300, 288]
table-cell-name: 4% zást. listy — [615, 942, 927, 958]
table-cell-name: Továrna na umělá hnojiva v Kolíně — [615, 1439, 927, 1454]
table-cell-pen: — — [995, 1563, 1047, 1579]
table-cell-name: Zálož. úvěrní ústav v Hradci Králové — [615, 1392, 927, 1408]
table-row — [615, 1501, 1098, 1517]
table-row — [615, 911, 1098, 927]
table-cell-name: Ústřední akc. společnost cukrovarů — [615, 1563, 927, 1579]
table-cell-name: Česko-moravská strojírna — [615, 1548, 927, 1563]
table-row — [615, 1035, 1098, 1051]
article-head: Cukr. — [1106, 1219, 1142, 1235]
header-rule-thin — [121, 216, 1604, 217]
table-cell-pen: 96·35 — [995, 1144, 1047, 1159]
article-head: Ceny železa. — [123, 506, 209, 522]
